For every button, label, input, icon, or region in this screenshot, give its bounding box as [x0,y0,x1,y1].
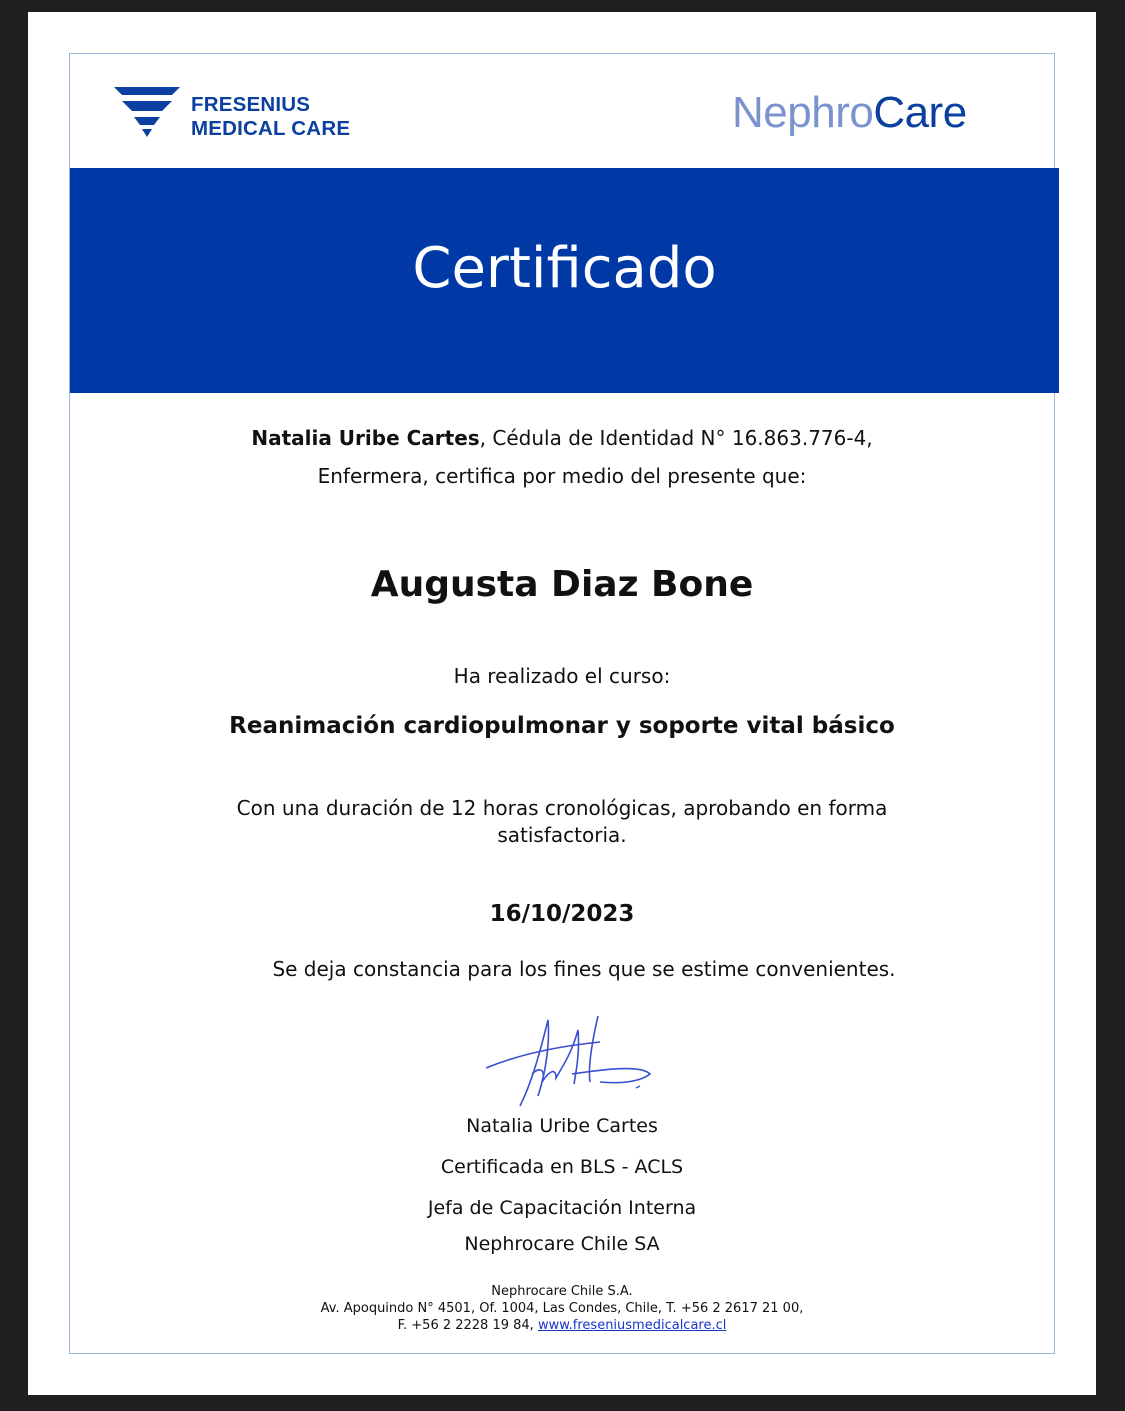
course-duration-line1: Con una duración de 12 horas cronológicas, aprobando en forma [236,796,888,820]
signatory-name: Natalia Uribe Cartes [466,1115,658,1137]
signatory-company: Nephrocare Chile SA [464,1233,660,1255]
footer-contact [28,1317,1096,1334]
course-duration-line2: satisfactoria. [497,823,627,847]
signature [480,1012,660,1122]
issuer-line [28,425,1096,451]
fresenius-wordmark [191,93,350,141]
certificate-title: Certificado [412,236,717,301]
signatory-certification: Certificada en BLS - ACLS [440,1156,684,1178]
course-intro: Ha realizado el curso: [453,664,671,688]
fresenius-emblem-icon [112,85,182,141]
recipient-name: Augusta Diaz Bone [370,564,754,605]
issuer-role: Enfermera, certifica por medio del presente que: [317,464,807,488]
certificate-date: 16/10/2023 [489,901,635,927]
issuer-name: Natalia Uribe Cartes [251,426,480,450]
title-banner [70,168,1059,393]
fresenius-logo [112,85,372,145]
nephrocare-logo-part2: Care [873,88,967,137]
fresenius-line2: MEDICAL CARE [191,117,351,140]
fresenius-line1: FRESENIUS [191,93,311,116]
footer-fax: F. +56 2 2228 19 84, [397,1318,538,1333]
certificate-page [28,12,1096,1395]
signatory-position: Jefa de Capacitación Interna [427,1197,697,1219]
footer-address: Av. Apoquindo N° 4501, Of. 1004, Las Condes, Chile, T. +56 2 2617 21 00, [320,1301,804,1316]
closing-statement: Se deja constancia para los fines que se estime convenientes. [272,957,896,981]
issuer-id: , Cédula de Identidad N° 16.863.776-4, [479,426,873,450]
course-title: Reanimación cardiopulmonar y soporte vital básico [229,713,895,739]
nephrocare-logo [732,88,967,138]
footer-company: Nephrocare Chile S.A. [491,1284,633,1299]
nephrocare-logo-part1: Nephro [732,88,874,137]
footer-website-link[interactable]: www.freseniusmedicalcare.cl [537,1318,727,1333]
